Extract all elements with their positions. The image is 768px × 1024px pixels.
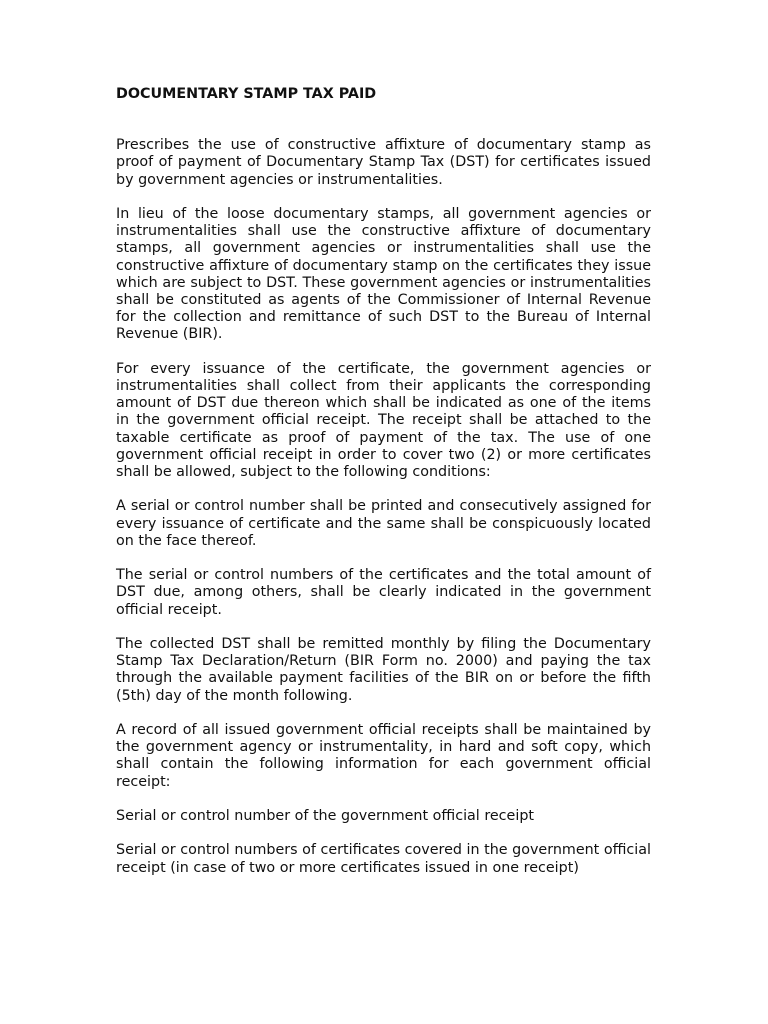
document-page [116,86,651,894]
paragraph-certificate-serials: Serial or control numbers of certificates covered in the government official receipt (in case of two or more certificates issued in one receipt) [116,842,651,876]
paragraph-receipt-serial: Serial or control number of the government official receipt [116,808,534,825]
paragraph-loose-stamps: In lieu of the loose documentary stamps, all government agencies or instrumentalities shall use the constructive affixture of documentary stamps, all government agencies or instrumentalities shall use the constructive affixture of documentary stamp on the certificates they issue which are subject to DST. These government agencies or instrumentalities shall be constituted as agents of the Commissioner of Internal Revenue for the collection and remittance of such DST to the Bureau of Internal Revenue (BIR). [116,206,651,343]
document-title: DOCUMENTARY STAMP TAX PAID [116,86,377,102]
paragraph-record-keeping: A record of all issued government official receipts shall be maintained by the government agency or instrumentality, in hard and soft copy, which shall contain the following information for each government official receipt: [116,722,651,790]
paragraph-receipt-details: The serial or control numbers of the certificates and the total amount of DST due, among others, shall be clearly indicated in the government official receipt. [116,567,651,618]
paragraph-issuance: For every issuance of the certificate, the government agencies or instrumentalities shall collect from their applicants the corresponding amount of DST due thereon which shall be indicated as one of the items in the government official receipt. The receipt shall be attached to the taxable certificate as proof of payment of the tax. The use of one government official receipt in order to cover two (2) or more certificates shall be allowed, subject to the following conditions: [116,360,651,481]
paragraph-remittance: The collected DST shall be remitted monthly by filing the Documentary Stamp Tax Declaration/Return (BIR Form no. 2000) and paying the tax through the available payment facilities of the BIR on or before the fifth (5th) day of the month following. [116,636,651,704]
paragraph-serial-number: A serial or control number shall be printed and consecutively assigned for every issuance of certificate and the same shall be conspicuously located on the face thereof. [116,498,651,549]
paragraph-intro: Prescribes the use of constructive affixture of documentary stamp as proof of payment of Documentary Stamp Tax (DST) for certificates issued by government agencies or instrumentalities. [116,137,651,188]
